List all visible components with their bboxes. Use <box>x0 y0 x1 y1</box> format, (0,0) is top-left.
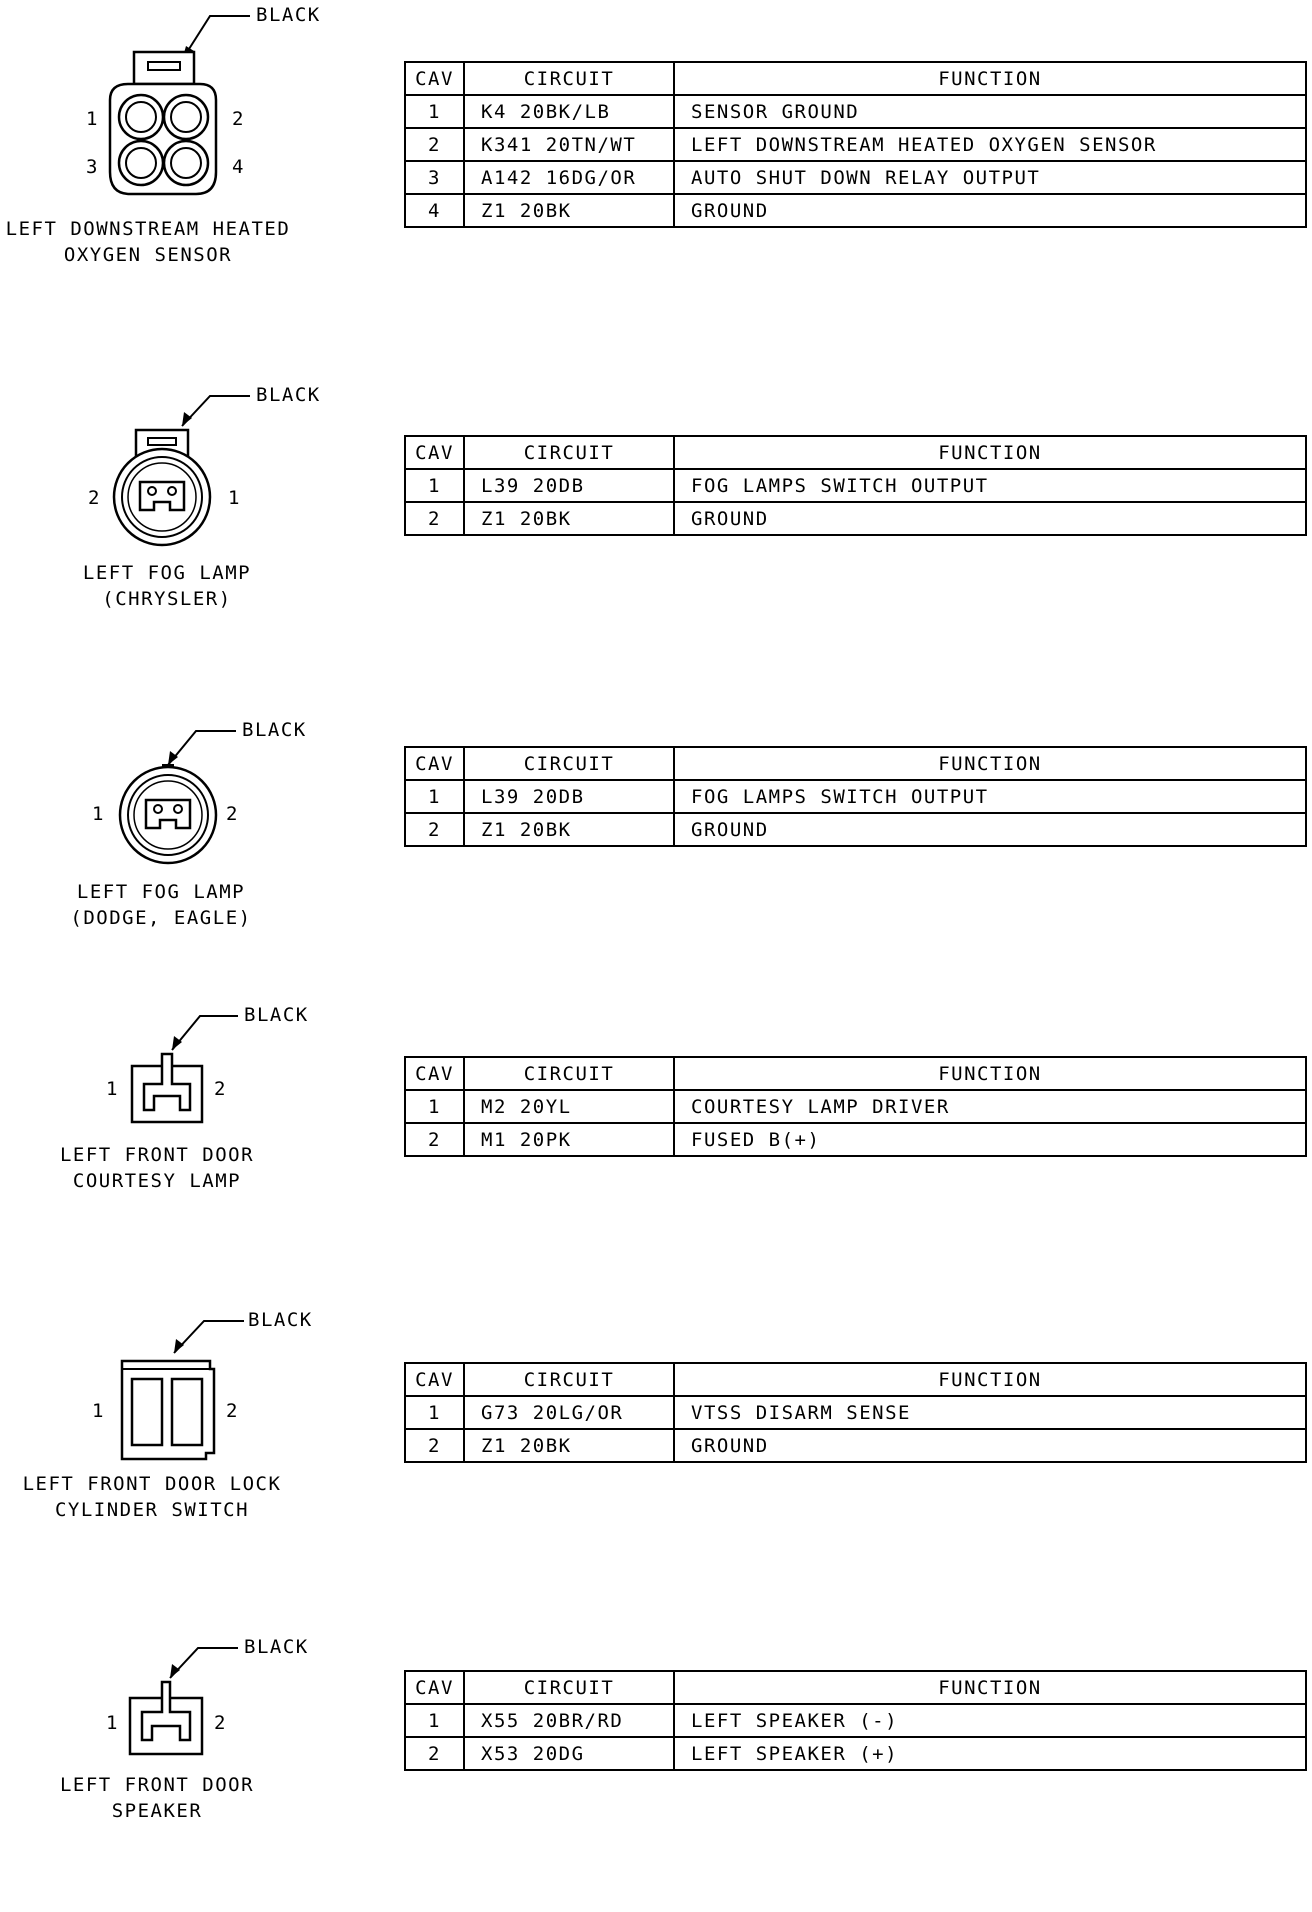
table-row: 1 L39 20DB FOG LAMPS SWITCH OUTPUT <box>405 780 1306 813</box>
table-row: 2 Z1 20BK GROUND <box>405 502 1306 535</box>
pin-table <box>404 746 1307 847</box>
circuit-header: CIRCUIT <box>464 747 674 780</box>
table-row: 1 X55 20BR/RD LEFT SPEAKER (-) <box>405 1704 1306 1737</box>
table-row: 2 Z1 20BK GROUND <box>405 813 1306 846</box>
table-row: 2 M1 20PK FUSED B(+) <box>405 1123 1306 1156</box>
pin-label: 2 <box>214 1712 227 1734</box>
cav-header: CAV <box>405 1363 464 1396</box>
pin-label: 1 <box>106 1078 119 1100</box>
connector-view <box>0 380 340 660</box>
table-header-row <box>405 747 1306 780</box>
pin-label: 2 <box>226 1400 239 1422</box>
wire-color-label: BLACK <box>244 1004 309 1026</box>
connector-view <box>0 1305 340 1585</box>
pin-label: 3 <box>86 156 99 178</box>
circuit-header: CIRCUIT <box>464 1671 674 1704</box>
table-row: 1 L39 20DB FOG LAMPS SWITCH OUTPUT <box>405 469 1306 502</box>
function-header: FUNCTION <box>674 436 1306 469</box>
table-row: 1 K4 20BK/LB SENSOR GROUND <box>405 95 1306 128</box>
cav-header: CAV <box>405 62 464 95</box>
table-row: 3 A142 16DG/OR AUTO SHUT DOWN RELAY OUTPUT <box>405 161 1306 194</box>
function-header: FUNCTION <box>674 1671 1306 1704</box>
table-row: 4 Z1 20BK GROUND <box>405 194 1306 227</box>
pin-label: 2 <box>214 1078 227 1100</box>
pin-table <box>404 1362 1307 1463</box>
connector-name: LEFT DOWNSTREAM HEATED OXYGEN SENSOR <box>5 218 291 266</box>
pin-label: 1 <box>228 487 241 509</box>
pin-label: 1 <box>92 1400 105 1422</box>
cav-header: CAV <box>405 1057 464 1090</box>
circuit-header: CIRCUIT <box>464 436 674 469</box>
pin-label: 2 <box>232 108 245 130</box>
connector-name: LEFT FOG LAMP (DODGE, EAGLE) <box>70 881 252 929</box>
pin-label: 1 <box>106 1712 119 1734</box>
pin-label: 2 <box>226 803 239 825</box>
connector-view <box>0 1632 340 1912</box>
circuit-header: CIRCUIT <box>464 62 674 95</box>
pin-label: 1 <box>86 108 99 130</box>
function-header: FUNCTION <box>674 1057 1306 1090</box>
table-row: 1 M2 20YL COURTESY LAMP DRIVER <box>405 1090 1306 1123</box>
pin-table <box>404 1056 1307 1157</box>
pin-table <box>404 61 1307 228</box>
table-row: 2 K341 20TN/WT LEFT DOWNSTREAM HEATED OXYGEN SENSOR <box>405 128 1306 161</box>
cav-header: CAV <box>405 1671 464 1704</box>
table-header-row <box>405 1057 1306 1090</box>
cav-header: CAV <box>405 436 464 469</box>
table-row: 2 X53 20DG LEFT SPEAKER (+) <box>405 1737 1306 1770</box>
connector-view <box>0 0 340 280</box>
pin-table <box>404 1670 1307 1771</box>
function-header: FUNCTION <box>674 62 1306 95</box>
circuit-header: CIRCUIT <box>464 1363 674 1396</box>
table-header-row <box>405 436 1306 469</box>
connector-view <box>0 715 340 995</box>
function-header: FUNCTION <box>674 747 1306 780</box>
pin-label: 1 <box>92 803 105 825</box>
function-header: FUNCTION <box>674 1363 1306 1396</box>
wire-color-label: BLACK <box>256 4 321 26</box>
table-header-row <box>405 62 1306 95</box>
connector-name: LEFT FRONT DOOR COURTESY LAMP <box>59 1144 255 1192</box>
circuit-header: CIRCUIT <box>464 1057 674 1090</box>
connector-name: LEFT FOG LAMP (CHRYSLER) <box>82 562 252 610</box>
wire-color-label: BLACK <box>244 1636 309 1658</box>
connector-name: LEFT FRONT DOOR LOCK CYLINDER SWITCH <box>22 1473 282 1521</box>
connector-view <box>0 1000 340 1280</box>
table-row: 1 G73 20LG/OR VTSS DISARM SENSE <box>405 1396 1306 1429</box>
wire-color-label: BLACK <box>248 1309 313 1331</box>
two-pin-square-connector-icon <box>0 1000 340 1230</box>
connector-name: LEFT FRONT DOOR SPEAKER <box>59 1774 255 1822</box>
wire-color-label: BLACK <box>256 384 321 406</box>
pin-label: 2 <box>88 487 101 509</box>
table-header-row <box>405 1363 1306 1396</box>
pin-table <box>404 435 1307 536</box>
table-header-row <box>405 1671 1306 1704</box>
pin-label: 4 <box>232 156 245 178</box>
table-row: 2 Z1 20BK GROUND <box>405 1429 1306 1462</box>
cav-header: CAV <box>405 747 464 780</box>
wire-color-label: BLACK <box>242 719 307 741</box>
